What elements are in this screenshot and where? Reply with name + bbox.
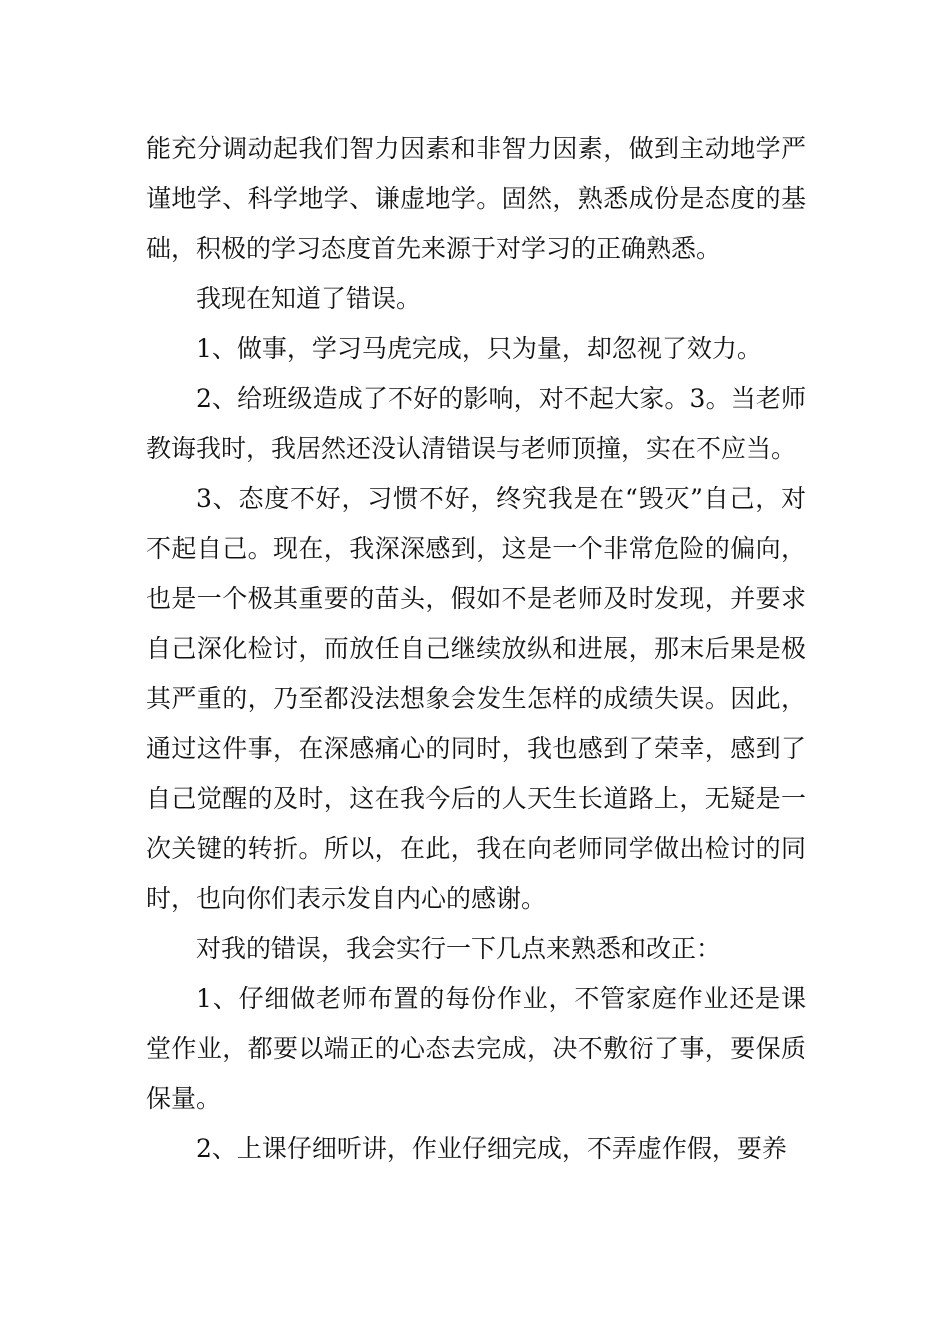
paragraph-8: 2、上课仔细听讲，作业仔细完成，不弄虚作假，要养 [196, 1134, 787, 1163]
paragraph-5: 3、态度不好，习惯不好，终究我是在“毁灭”自己，对不起自己。现在，我深深感到，这是一个非常危险的偏向，也是一个极其重要的苗头，假如不是老师及时发现，并要求自己深化检讨，而放任自己继续放纵和进展，那末后果是极其严重的，乃至都没法想象会发生怎样的成绩失误。因此，通过这件事，在深感痛心的同时，我也感到了荣幸，感到了自己觉醒的及时，这在我今后的人天生长道路上，无疑是一次关键的转折。所以，在此，我在向老师同学做出检讨的同时，也向你们表示发自内心的感谢。 [146, 484, 806, 913]
paragraph-1: 能充分调动起我们智力因素和非智力因素，做到主动地学严谨地学、科学地学、谦虚地学。固然，熟悉成份是态度的基础，积极的学习态度首先来源于对学习的正确熟悉。 [146, 134, 806, 263]
paragraph-6: 对我的错误，我会实行一下几点来熟悉和改正： [196, 934, 722, 963]
paragraph-3: 1、做事，学习马虎完成，只为量，却忽视了效力。 [196, 334, 762, 363]
paragraph-4: 2、给班级造成了不好的影响，对不起大家。3。当老师教诲我时，我居然还没认清错误与老师顶撞，实在不应当。 [146, 384, 806, 463]
document-body [146, 124, 806, 1174]
paragraph-7: 1、仔细做老师布置的每份作业，不管家庭作业还是课堂作业，都要以端正的心态去完成，决不敷衍了事，要保质保量。 [146, 984, 806, 1113]
paragraph-2: 我现在知道了错误。 [196, 284, 422, 313]
